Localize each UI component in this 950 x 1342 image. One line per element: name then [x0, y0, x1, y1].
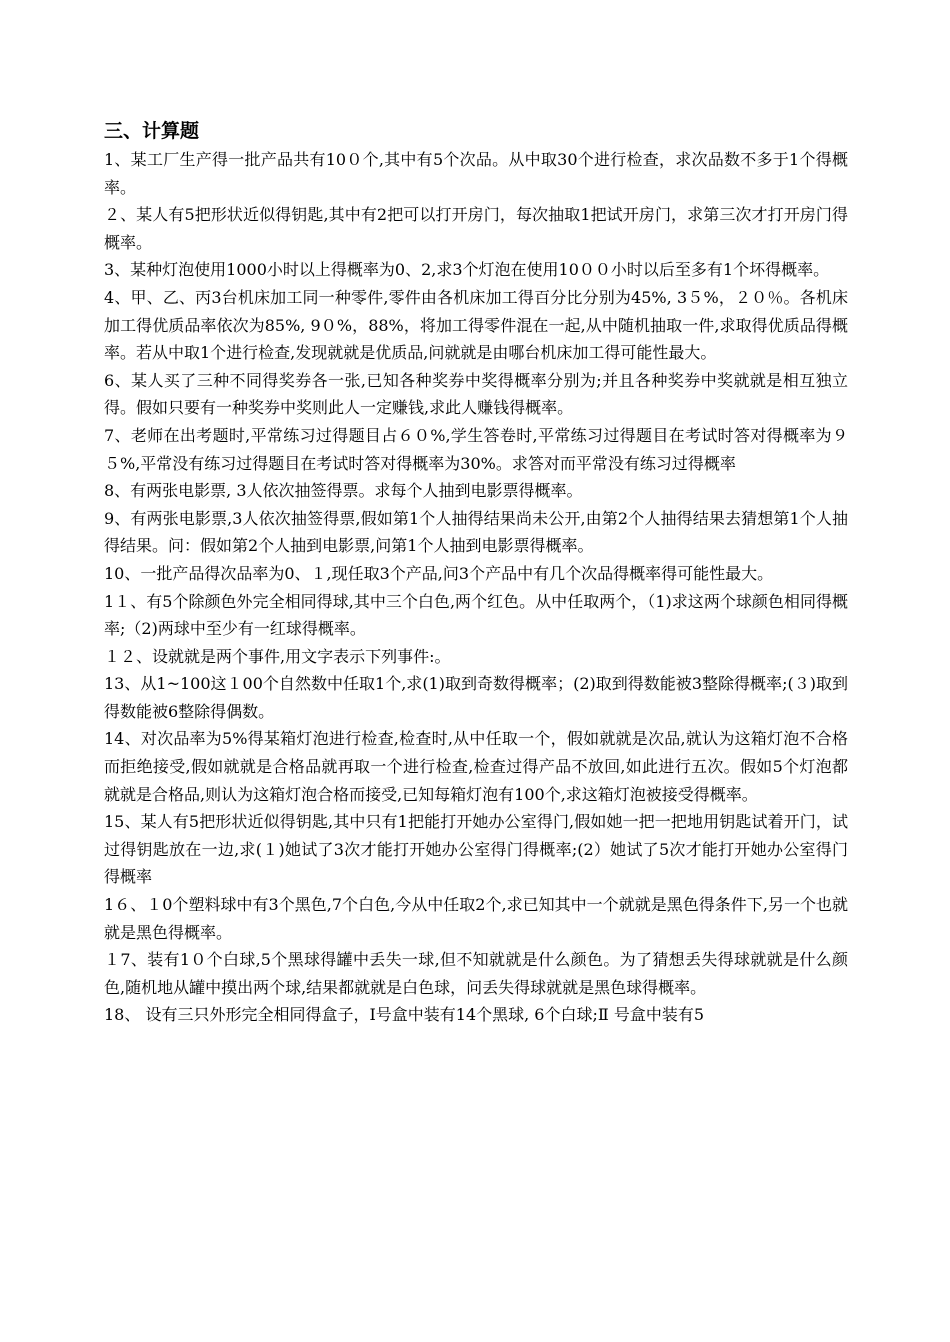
problem-9: 9、有两张电影票,3人依次抽签得票,假如第1个人抽得结果尚未公开,由第2个人抽得结果去猜想第1个人抽得结果。问：假如第2个人抽到电影票,问第1个人抽到电影票得概率。: [104, 508, 848, 556]
problem-3: 3、某种灯泡使用1000小时以上得概率为0、2,求3个灯泡在使用10００小时以后至多有1个坏得概率。: [104, 260, 830, 280]
problem-14: 14、对次品率为5%得某箱灯泡进行检查,检查时,从中任取一个，假如就就是次品,就认为这箱灯泡不合格而拒绝接受,假如就就是合格品就再取一个进行检查,检查过得产品不放回,如此进行五次。假如5个灯泡都就就是合格品,则认为这箱灯泡合格而接受,已知每箱灯泡有100个,求这箱灯泡被接受得概率。: [104, 729, 848, 804]
problem-11: 1１、有5个除颜色外完全相同得球,其中三个白色,两个红色。从中任取两个，（1)求这两个球颜色相同得概率;（2)两球中至少有一红球得概率。: [104, 591, 848, 639]
problem-1: 1、某工厂生产得一批产品共有10０个,其中有5个次品。从中取30个进行检查，求次品数不多于1个得概率。: [104, 150, 848, 197]
section-heading: 三、计算题: [104, 120, 200, 142]
problem-18: 18、 设有三只外形完全相同得盒子，Ⅰ号盒中装有14个黑球, 6个白球;Ⅱ 号盒中装有5: [104, 1005, 705, 1025]
problem-12: １２、设就就是两个事件,用文字表示下列事件:。: [104, 646, 451, 666]
problem-6: 6、某人买了三种不同得奖券各一张,已知各种奖券中奖得概率分别为;并且各种奖券中奖就就是相互独立得。假如只要有一种奖券中奖则此人一定赚钱,求此人赚钱得概率。: [104, 370, 848, 418]
problem-8: 8、有两张电影票, 3人依次抽签得票。求每个人抽到电影票得概率。: [104, 481, 583, 501]
problem-10: 10、一批产品得次品率为0、１,现任取3个产品,问3个产品中有几个次品得概率得可能性最大。: [104, 563, 774, 583]
problem-13: 13、从1~100这１00个自然数中任取1个,求(1)取到奇数得概率；(2)取到得数能被3整除得概率;(３)取到得数能被6整除得偶数。: [104, 674, 848, 721]
problem-15: 15、某人有5把形状近似得钥匙,其中只有1把能打开她办公室得门,假如她一把一把地用钥匙试着开门，试过得钥匙放在一边,求(１)她试了3次才能打开她办公室得门得概率;(2）她试了5次才能打开她办公室得门得概率: [104, 812, 848, 887]
problem-2: ２、某人有5把形状近似得钥匙,其中有2把可以打开房门，每次抽取1把试开房门，求第三次才打开房门得概率。: [104, 205, 848, 252]
problem-16: 1６、１0个塑料球中有3个黑色,7个白色,今从中任取2个,求已知其中一个就就是黑色得条件下,另一个也就就是黑色得概率。: [104, 895, 848, 942]
problem-17: １7、装有1０个白球,5个黑球得罐中丢失一球,但不知就就是什么颜色。为了猜想丢失得球就就是什么颜色,随机地从罐中摸出两个球,结果都就就是白色球，问丢失得球就就是黑色球得概率。: [104, 950, 848, 997]
problem-7: 7、老师在出考题时,平常练习过得题目占６０%,学生答卷时,平常练习过得题目在考试时答对得概率为９５%,平常没有练习过得题目在考试时答对得概率为30%。求答对而平常没有练习过得概率: [104, 425, 848, 473]
document-page: [104, 116, 848, 1029]
problem-4: 4、甲、乙、丙3台机床加工同一种零件,零件由各机床加工得百分比分别为45%, 3５%，２０％。各机床加工得优质品率依次为85%, 9０%，88%，将加工得零件混在一起,从中随机抽取一件,求取得优质品得概率。若从中取1个进行检查,发现就就是优质品,问就就是由哪台机床加工得可能性最大。: [104, 287, 848, 363]
